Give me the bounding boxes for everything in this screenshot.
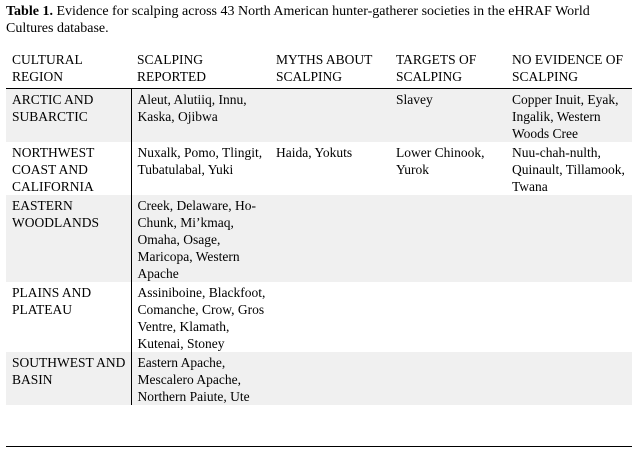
targets-cell (390, 195, 506, 282)
region-cell: SOUTHWEST AND BASIN (6, 352, 131, 405)
no-evidence-cell (506, 282, 632, 352)
no-evidence-cell: Copper Inuit, Eyak, Ingalik, Western Woods Cree (506, 89, 632, 143)
targets-cell (390, 352, 506, 405)
myths-cell: Haida, Yokuts (276, 145, 353, 160)
myths-cell (270, 195, 390, 282)
table-row (6, 89, 632, 143)
reported-cell: Aleut, Alutiiq, Innu, Kaska, Ojibwa (131, 89, 270, 143)
caption-label: Table 1. (6, 4, 53, 19)
table-row (6, 282, 632, 352)
no-evidence-cell (506, 195, 632, 282)
table-row (6, 352, 632, 405)
myths-cell (270, 282, 390, 352)
no-evidence-cell (506, 352, 632, 405)
myths-cell (270, 89, 390, 143)
evidence-table (6, 48, 632, 405)
reported-cell: Creek, Delaware, Ho-Chunk, Mi’kmaq, Omaha, Osage, Maricopa, Western Apache (131, 195, 270, 282)
header-no-evidence: NO EVIDENCE OF SCALPING (506, 48, 632, 89)
targets-cell: Slavey (390, 89, 506, 143)
header-myths-about-scalping: MYTHS ABOUT SCALPING (270, 48, 390, 89)
table-row (6, 142, 632, 195)
no-evidence-cell: Nuu-chah-nulth, Quinault, Tillamook, Twana (512, 145, 625, 194)
header-scalping-reported: SCALPING REPORTED (131, 48, 270, 89)
region-cell: EASTERN WOODLANDS (6, 195, 131, 282)
header-cultural-region: CULTURAL REGION (6, 48, 131, 89)
targets-cell (390, 282, 506, 352)
caption-text: Evidence for scalping across 43 North American hunter-gatherer societies in the eHRAF World Cultures database. (6, 4, 590, 36)
table-row (6, 195, 632, 282)
reported-cell: Assiniboine, Blackfoot, Comanche, Crow, Gros Ventre, Klamath, Kutenai, Stoney (137, 285, 266, 351)
header-targets-of-scalping: TARGETS OF SCALPING (390, 48, 506, 89)
region-cell: NORTHWEST COAST AND CALIFORNIA (6, 142, 131, 195)
targets-cell: Lower Chinook, Yurok (396, 145, 485, 177)
reported-cell: Eastern Apache, Mescalero Apache, Northern Paiute, Ute (131, 352, 270, 405)
region-cell: ARCTIC AND SUBARCTIC (6, 89, 131, 143)
reported-cell: Nuxalk, Pomo, Tlingit, Tubatulabal, Yuki (137, 145, 263, 177)
region-cell: PLAINS AND PLATEAU (6, 282, 131, 352)
myths-cell (270, 352, 390, 405)
header-row (6, 48, 632, 89)
table-bottom-rule (6, 446, 632, 447)
table-caption (6, 3, 632, 37)
